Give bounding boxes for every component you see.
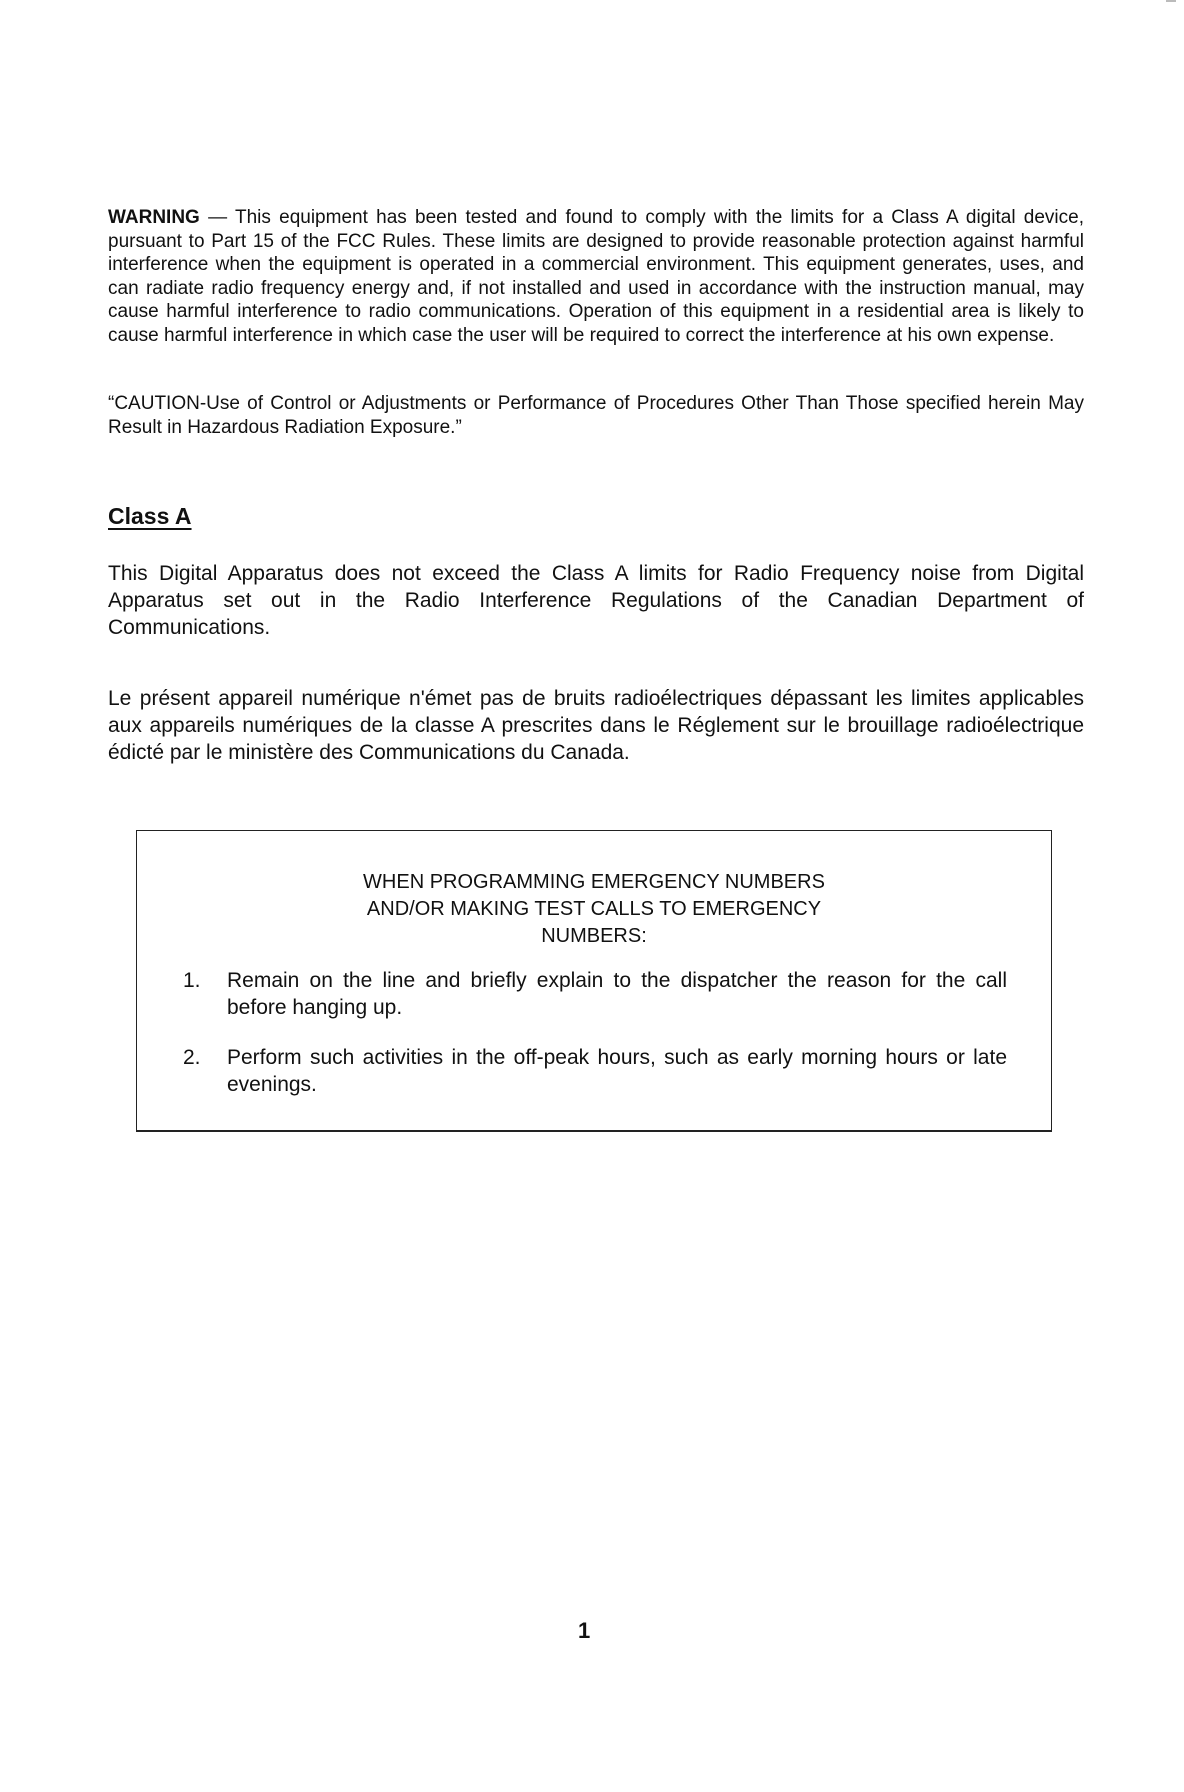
class-a-french-paragraph: Le présent appareil numérique n'émet pas de bruits radioélectriques dépassant les limites applicables aux appareils numériques de la classe A prescrites dans le Réglement sur le brouillage radioélectrique édicté par le ministère des Communications du Canada. — [108, 687, 1084, 764]
notice-title-line-2: AND/OR MAKING TEST CALLS TO EMERGENCY — [366, 898, 822, 920]
list-item-text: Perform such activities in the off-peak hours, such as early morning hours or late evenings. — [227, 1046, 1007, 1096]
list-item — [137, 1044, 1051, 1098]
list-item-number: 2. — [183, 1046, 201, 1069]
class-a-heading: Class A — [108, 503, 192, 529]
warning-text: — This equipment has been tested and found to comply with the limits for a Class A digital device, pursuant to Part 15 of the FCC Rules. These limits are designed to provide reasonable protection against harmful interference when the equipment is operated in a commercial environment. This equipment generates, uses, and can radiate radio frequency energy and, if not installed and used in accordance with the instruction manual, may cause harmful interference to radio communications. Operation of this equipment in a residential area is likely to cause harmful interference in which case the user will be required to correct the interference at his own expense. — [108, 207, 1084, 346]
fcc-warning-paragraph — [108, 206, 1084, 347]
caution-paragraph: “CAUTION-Use of Control or Adjustments or Performance of Procedures Other Than Those specified herein May Result in Hazardous Radiation Exposure.” — [108, 393, 1084, 438]
list-item-text: Remain on the line and briefly explain to the dispatcher the reason for the call before hanging up. — [227, 969, 1007, 1019]
warning-label: WARNING — [108, 207, 200, 228]
notice-title-line-1: WHEN PROGRAMMING EMERGENCY NUMBERS — [363, 871, 825, 893]
page-number: 1 — [578, 1618, 591, 1643]
notice-title-line-3: NUMBERS: — [541, 925, 647, 947]
emergency-notice-box — [136, 830, 1052, 1132]
class-a-english-paragraph: This Digital Apparatus does not exceed the Class A limits for Radio Frequency noise from Digital Apparatus set out in the Radio Interference Regulations of the Canadian Department of Communications. — [108, 562, 1084, 639]
scan-artifact-mark — [1166, 0, 1176, 2]
emergency-notice-title — [137, 869, 1051, 950]
list-item — [137, 967, 1051, 1021]
emergency-notice-list — [137, 967, 1051, 1121]
list-item-number: 1. — [183, 969, 201, 992]
